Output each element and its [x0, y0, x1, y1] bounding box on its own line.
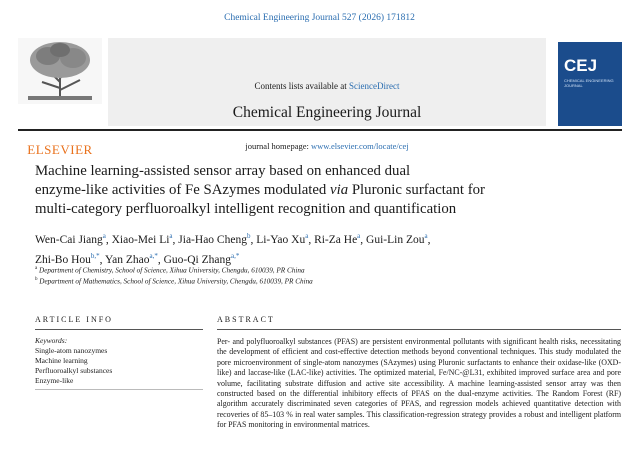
cover-title: CEJ	[564, 56, 598, 75]
keywords-label: Keywords:	[35, 336, 68, 345]
keywords-block	[35, 336, 203, 386]
author-affil-mark[interactable]: a	[102, 232, 106, 240]
sciencedirect-link[interactable]: ScienceDirect	[349, 81, 400, 91]
journal-reference[interactable]: Chemical Engineering Journal 527 (2026) 171812	[224, 13, 415, 23]
title-via: via	[330, 182, 349, 198]
author[interactable]: Wen-Cai Jiang	[35, 233, 103, 246]
author[interactable]: Yan Zhao	[104, 253, 150, 266]
affiliation-text: Department of Mathematics, School of Science, Xihua University, Chengdu, 610039, PR China	[39, 277, 313, 286]
author-affil-mark[interactable]: a,*	[149, 251, 158, 260]
title-line-3: multi-category perfluoroalkyl intelligent recognition and quantification	[35, 201, 457, 217]
abstract-text: Per- and polyfluoroalkyl substances (PFAS) are persistent environmental pollutants with significant health risks, necessitating the development of efficient and cost-effective detection methods beyond conventional techniques. This study modulated the pore microenvironment of single-atom nanozymes (SAzymes) using Pluronic surfactants to enhance their oxidase-like (OXD-like) and laccase-like (LAC-like) activities. The optimized material, Fe/NC-@L31, exhibited improved surface area and pore volume, facilitating substrate diffusion and active site accessibility. A machine learning-assisted sensor array was then constructed based on the differential inhibitory effects of PFAS on the dual-enzyme activities. The Random Forest (RF) algorithm accurately discriminated seven categories of PFAS, and regression models achieved quantitative detection with recoveries of 85–103 % in real water samples. This classification-regression strategy provides a robust and intelligent platform for PFAS monitoring in environmental matrices.	[217, 337, 621, 430]
title-line-2: enzyme-like activities of Fe SAzymes modulated	[35, 182, 331, 198]
author-affil-mark[interactable]: a	[424, 232, 428, 240]
homepage-prefix: journal homepage:	[245, 141, 311, 151]
keyword: Machine learning	[35, 356, 88, 365]
contents-line	[108, 81, 546, 91]
author-affil-mark[interactable]: a	[169, 232, 173, 240]
elsevier-tree-icon	[18, 38, 102, 104]
keyword: Single-atom nanozymes	[35, 346, 108, 355]
author-affil-mark[interactable]: a	[305, 232, 309, 240]
author[interactable]: Zhi-Bo Hou	[35, 253, 91, 266]
affiliation-a	[35, 266, 305, 274]
title-line-1: Machine learning-assisted sensor array based on enhanced dual	[35, 163, 411, 179]
article-info-divider	[35, 329, 203, 330]
author-affil-mark[interactable]: a	[357, 232, 361, 240]
header-divider	[18, 129, 622, 131]
journal-name: Chemical Engineering Journal	[232, 104, 422, 121]
affiliation-b	[35, 277, 313, 285]
author-affil-mark[interactable]: b	[246, 232, 251, 240]
article-title	[35, 162, 595, 219]
author[interactable]: Li-Yao Xu	[256, 233, 306, 246]
journal-cover[interactable]	[558, 42, 622, 126]
keyword: Enzyme-like	[35, 376, 74, 385]
elsevier-wordmark: ELSEVIER	[27, 142, 93, 157]
author[interactable]: Guo-Qi Zhang	[163, 253, 231, 266]
author[interactable]: Jia-Hao Cheng	[178, 233, 247, 246]
homepage-link[interactable]: www.elsevier.com/locate/cej	[310, 141, 409, 151]
homepage-line	[108, 141, 546, 151]
keyword: Perfluoroalkyl substances	[35, 366, 113, 375]
article-info-heading: ARTICLE INFO	[35, 315, 113, 324]
author-affil-mark[interactable]: a,*	[231, 251, 240, 260]
elsevier-logo	[18, 38, 102, 157]
journal-banner	[108, 38, 546, 151]
abstract-heading: ABSTRACT	[217, 315, 275, 324]
author[interactable]: Ri-Za He	[314, 233, 358, 246]
affiliation-mark: b	[35, 277, 38, 282]
cover-subtitle: CHEMICAL ENGINEERING JOURNAL	[564, 78, 614, 88]
author[interactable]: Xiao-Mei Li	[111, 233, 170, 246]
affiliation-text: Department of Chemistry, School of Science, Xihua University, Chengdu, 610039, PR China	[39, 266, 305, 275]
abstract-divider	[217, 329, 621, 330]
affiliation-mark: a	[35, 266, 38, 271]
contents-prefix: Contents lists available at	[254, 81, 349, 91]
author-affil-mark[interactable]: b,*	[90, 251, 100, 260]
title-line-2-end: Pluronic surfactant for	[348, 182, 485, 198]
keywords-divider	[35, 389, 203, 390]
author-list: Wen-Cai Jiang$^a$, Xiao-Mei Li$^a$, Jia-Hao Cheng$^b$, Li-Yao Xu$^a$, Ri-Za He$^a$, Gui-Lin Zou$^a$, Zhi-Bo Hou$^{b,*}$, Yan Zhao$^{a,*}$, Guo-Qi Zhang$^{a,*}$	[35, 232, 431, 266]
author[interactable]: Gui-Lin Zou	[366, 233, 425, 246]
